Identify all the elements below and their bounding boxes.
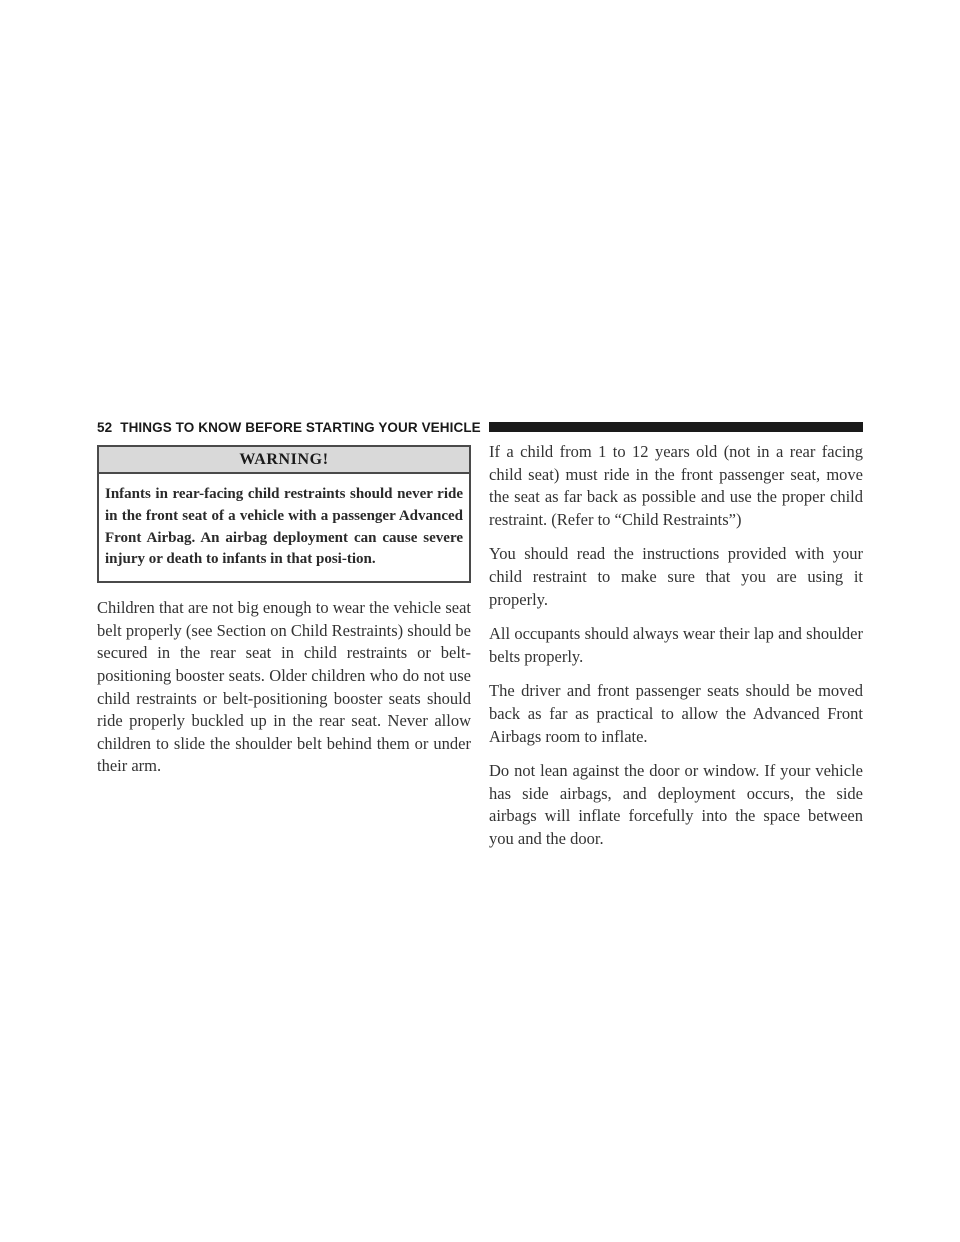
right-column xyxy=(489,441,863,863)
paragraph-front-seat-child: If a child from 1 to 12 years old (not in a rear facing child seat) must ride in the front passenger seat, move the seat as far back as possible and use the proper child restraint. (Refer to “Child Restraints”) xyxy=(489,442,863,529)
paragraph-wear-belts: All occupants should always wear their lap and shoulder belts properly. xyxy=(489,624,863,666)
header-rule xyxy=(489,422,863,432)
page-number: 52 xyxy=(97,419,113,435)
left-column xyxy=(97,445,471,778)
warning-box xyxy=(97,445,471,583)
warning-title: WARNING! xyxy=(99,447,469,474)
page-header xyxy=(97,416,863,438)
warning-text: Infants in rear-facing child restraints should never ride in the front seat of a vehicle with a passenger Advanced Front Airbag. An airbag deployment can cause severe injury or death to infants in that posi-tion. xyxy=(105,486,463,568)
paragraph-door-window: Do not lean against the door or window. If your vehicle has side airbags, and deployment occurs, the side airbags will inflate forcefully into the space between you and the door. xyxy=(489,761,863,848)
section-title: THINGS TO KNOW BEFORE STARTING YOUR VEHICLE xyxy=(120,419,481,435)
paragraph-children-rear-seat: Children that are not big enough to wear the vehicle seat belt properly (see Section on Child Restraints) should be secured in the rear seat in child restraints or belt-positioning booster seats. Older children who do not use child restraints or belt-positioning booster seats should ride properly buckled up in the rear seat. Never allow children to slide the shoulder belt behind them or under their arm. xyxy=(97,598,471,776)
paragraph-seats-moved-back: The driver and front passenger seats should be moved back as far as practical to allow the Advanced Front Airbags room to inflate. xyxy=(489,681,863,746)
paragraph-read-instructions: You should read the instructions provided with your child restraint to make sure that you are using it properly. xyxy=(489,544,863,609)
